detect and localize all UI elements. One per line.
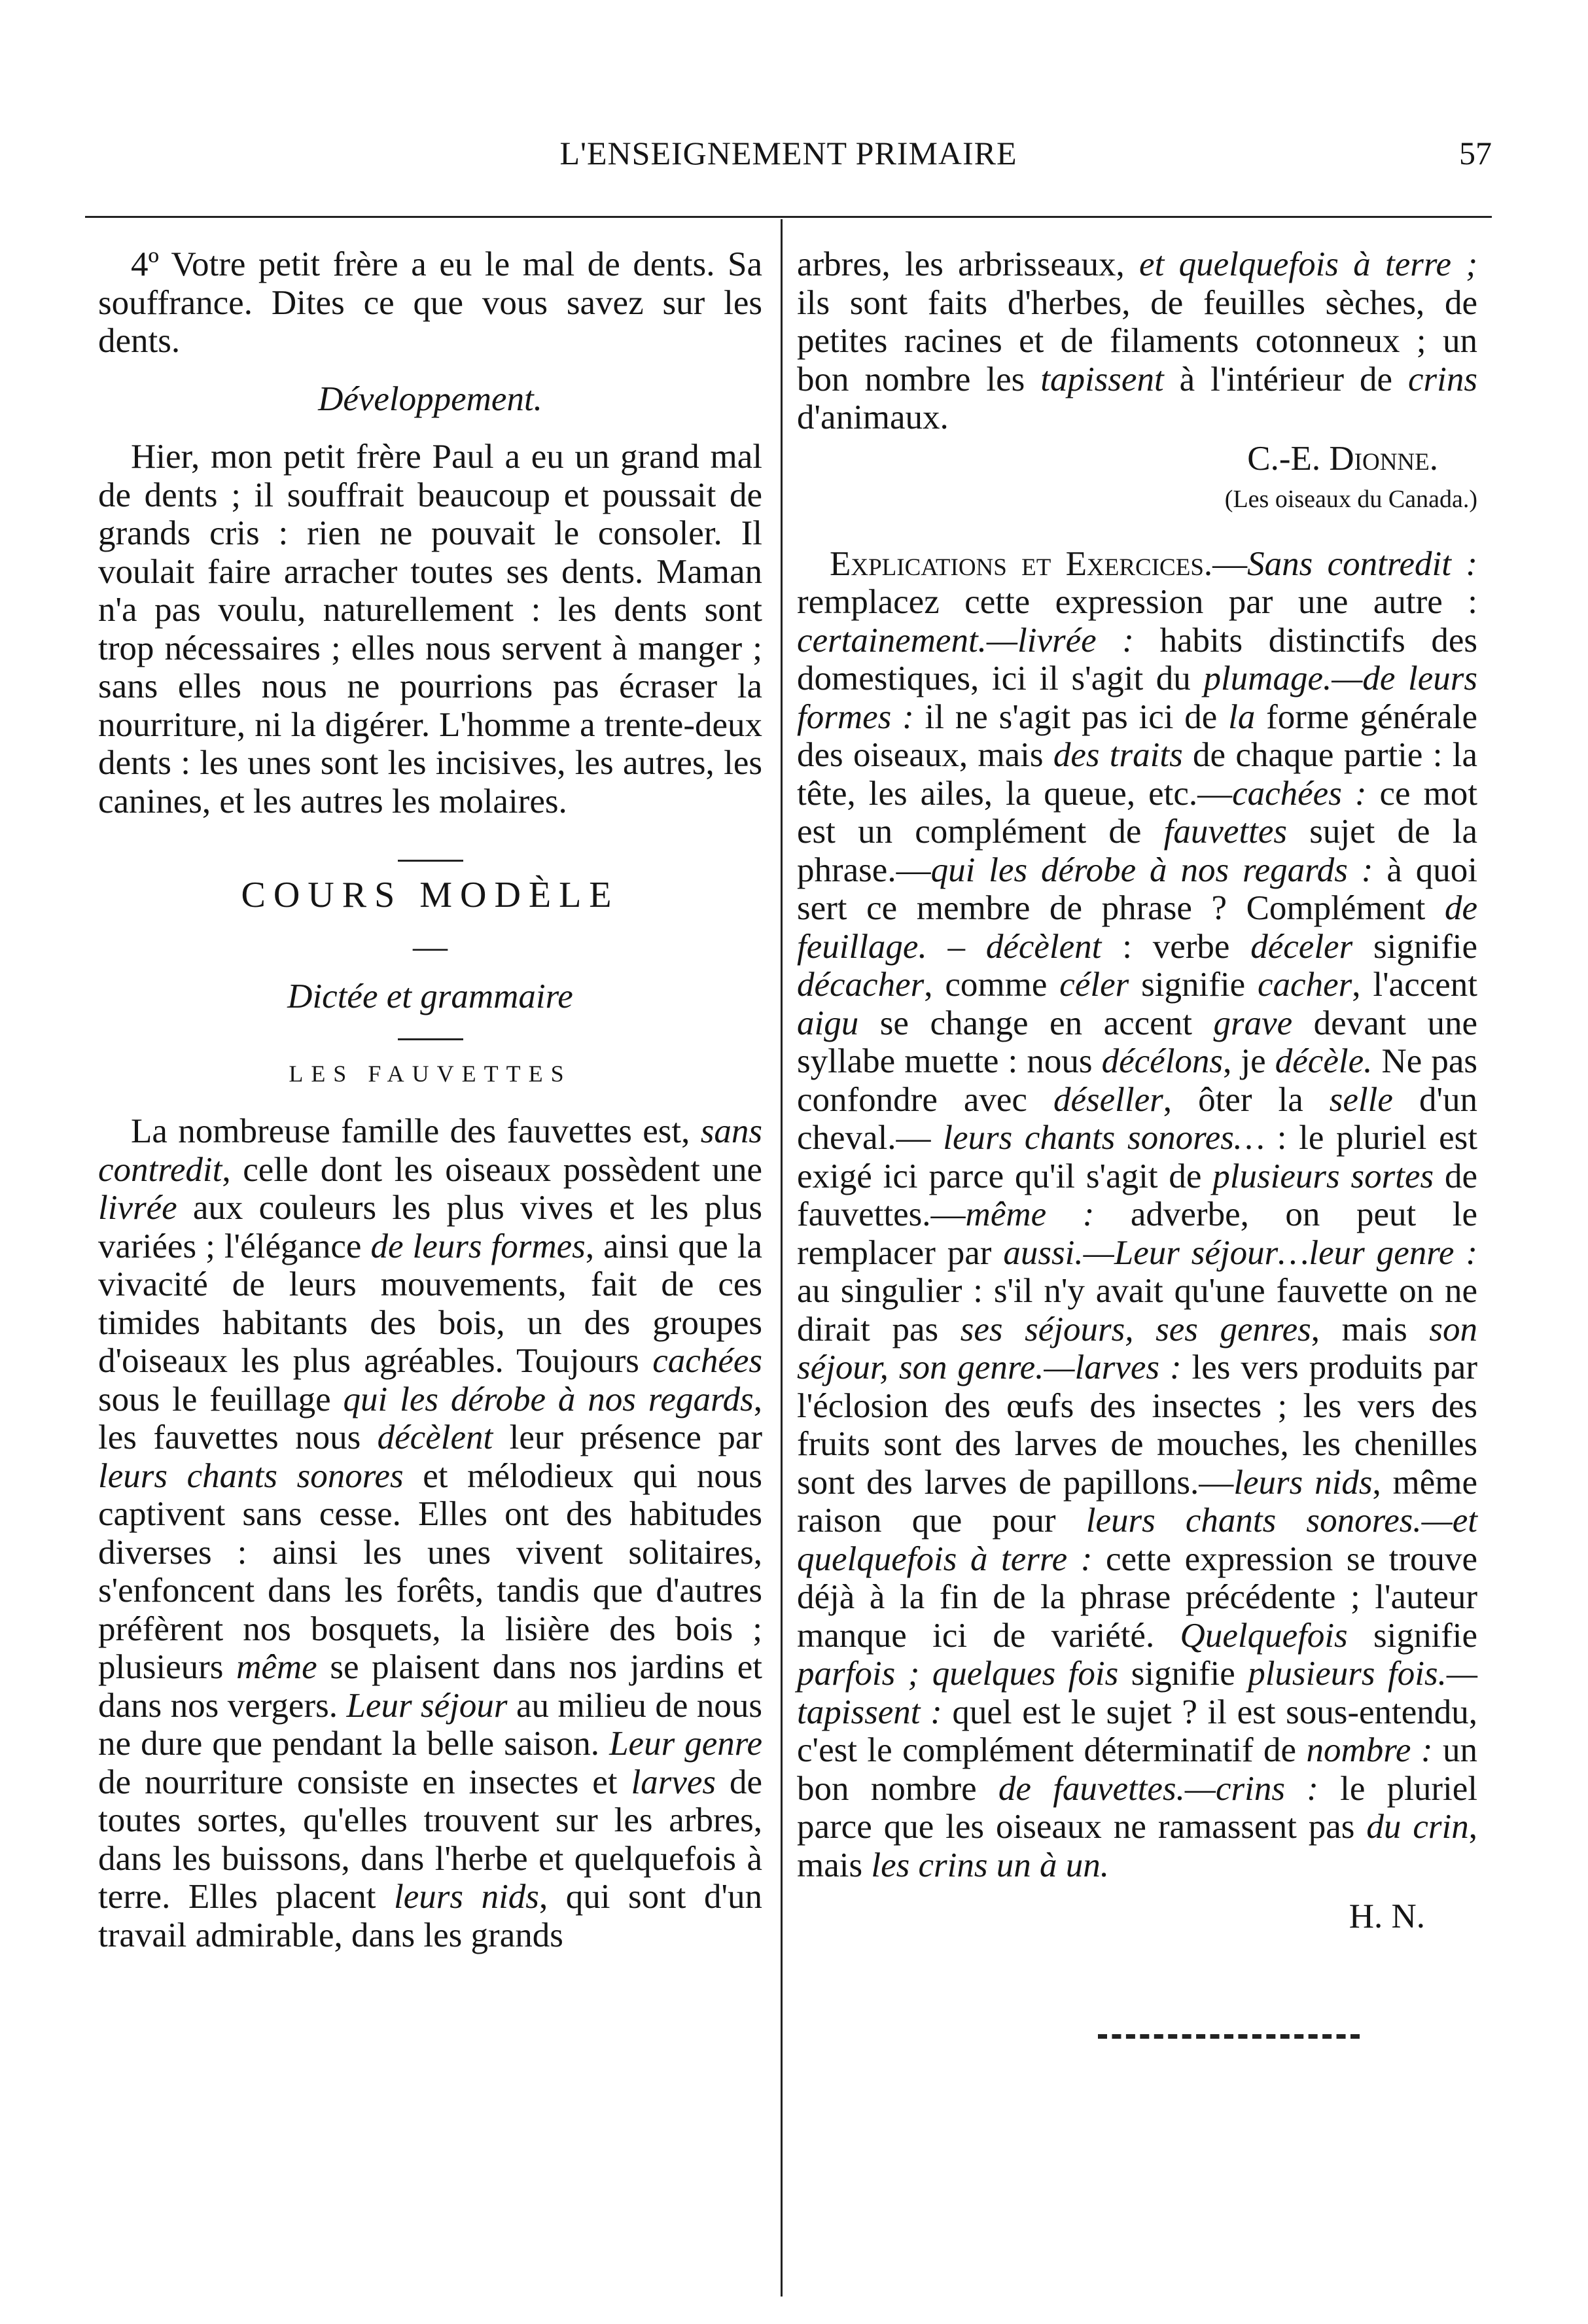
expl-italic: selle xyxy=(1329,1080,1393,1119)
column-divider xyxy=(781,219,783,2297)
expl-run: à quoi sert ce membre de phrase ? Complément xyxy=(797,851,1477,927)
expl-run: , même raison que pour xyxy=(797,1463,1477,1540)
fauvettes-title: LES FAUVETTES xyxy=(289,1060,572,1087)
expl-run: habits distinctifs des domestiques, ici il s'agit du xyxy=(797,621,1477,697)
expl-run: adverbe, on peut le remplacer par xyxy=(797,1195,1477,1272)
expl-italic: leurs nids xyxy=(1233,1463,1373,1502)
expl-italic: plusieurs fois.—tapissent : xyxy=(797,1655,1477,1731)
explanations-heading: Explications et Exercices. xyxy=(830,544,1213,583)
expl-run: , comme xyxy=(924,966,1060,1004)
dictation-source: (Les oiseaux du Canada.) xyxy=(1224,485,1477,513)
expl-italic: grave xyxy=(1213,1004,1293,1042)
dictation-italic: leurs chants sonores xyxy=(98,1456,404,1495)
continuation-italic: et quelquefois à terre ; xyxy=(1139,245,1477,283)
page-header xyxy=(85,134,1492,180)
dictation-continuation xyxy=(797,245,1477,437)
expl-italic: même : xyxy=(965,1195,1095,1233)
expl-italic: plusieurs sortes xyxy=(1212,1157,1434,1195)
expl-run: un bon nombre xyxy=(797,1731,1477,1808)
dictation-run: , les fauvettes nous xyxy=(98,1380,762,1456)
dictation-run: et mélodieux qui nous captivent sans cesse. Elles ont des habitudes diverses : ainsi les unes vivent solitaires, s'enfoncent dans les forêts, tandis que d'autres préfèrent nos bosquets, la lisière des bois ; plusieurs xyxy=(98,1456,763,1686)
expl-italic: aussi.—Leur séjour…leur genre : xyxy=(1003,1233,1477,1272)
continuation-run: ils sont faits d'herbes, de feuilles sèches, de petites racines et de filaments cotonneux ; un bon nombre les xyxy=(797,283,1477,398)
expl-run: de fauvettes.— xyxy=(797,1157,1478,1233)
expl-run: il ne s'agit pas ici de xyxy=(913,697,1229,736)
dictation-run: , ainsi que la vivacité de leurs mouvements, fait de ces timides habitants des bois, un des groupes d'oiseaux les plus agréables. Toujours xyxy=(98,1227,762,1380)
title-dash: — xyxy=(413,927,448,966)
page-number: 57 xyxy=(1459,135,1492,171)
expl-italic: Quelquefois xyxy=(1180,1616,1348,1655)
dictation-run: La nombreuse famille des fauvettes est, xyxy=(131,1112,701,1150)
dictation-italic: cachées xyxy=(652,1342,762,1380)
header-rule xyxy=(85,216,1492,218)
expl-run: , mais xyxy=(1311,1310,1430,1348)
dictation-italic: livrée xyxy=(98,1189,177,1227)
right-column xyxy=(797,245,1477,2039)
development-text: Hier, mon petit frère Paul a eu un grand mal de dents ; il souffrait beaucoup et poussait de grands cris : rien ne pouvait le consoler. Il voulait faire arracher toutes ses dents. Maman n'a pas voulu, naturellement : les dents sont trop nécessaires ; elles nous servent à manger ; sans elles nous ne pourrions pas écraser la nourriture, ni la digérer. L'homme a trente-deux dents : les unes sont les incisives, les autres, les canines, et les autres les molaires. xyxy=(98,438,762,820)
explanations-text xyxy=(797,545,1477,1885)
dictation-run: , qui sont d'un travail admirable, dans les grands xyxy=(98,1878,762,1954)
expl-italic: de fauvettes.—crins : xyxy=(998,1769,1318,1808)
expl-run: — xyxy=(1212,544,1248,583)
dictation-run: , celle dont les oiseaux possèdent une xyxy=(222,1150,762,1189)
expl-run: , l'accent xyxy=(1352,966,1477,1004)
development-heading xyxy=(98,380,762,419)
expl-run: quel est le sujet ? il est sous-entendu, c'est le complément déterminatif de xyxy=(797,1693,1477,1769)
section-rule-2 xyxy=(398,1038,463,1040)
dictation-italic: de leurs formes xyxy=(370,1227,586,1265)
expl-italic: Sans contredit : xyxy=(1247,544,1477,583)
expl-italic: cacher xyxy=(1258,966,1352,1004)
expl-run: signifie xyxy=(1347,1616,1477,1655)
dictation-run: aux couleurs les plus vives et les plus variées ; l'élégance xyxy=(98,1189,762,1265)
expl-run: : le pluriel est exigé ici parce qu'il s'agit de xyxy=(797,1119,1477,1195)
expl-run: signifie xyxy=(1129,966,1258,1004)
dictation-italic: décèlent xyxy=(377,1418,493,1456)
dictation-italic: Leur genre xyxy=(609,1725,762,1763)
running-title: L'ENSEIGNEMENT PRIMAIRE xyxy=(559,135,1017,171)
expl-run: Ne pas confondre avec xyxy=(797,1042,1478,1119)
expl-italic: déceler xyxy=(1250,927,1353,966)
left-column xyxy=(98,245,762,1954)
development-heading-text: Développement. xyxy=(318,379,542,418)
expl-run: le pluriel parce que les oiseaux ne ramassent pas xyxy=(797,1769,1477,1846)
expl-run: devant une syllabe muette : nous xyxy=(797,1004,1477,1080)
expl-run: sujet de la phrase.— xyxy=(797,813,1478,889)
continuation-italic: tapissent xyxy=(1040,360,1164,398)
expl-run: se change en accent xyxy=(858,1004,1214,1042)
expl-italic: ses séjours, ses genres xyxy=(960,1310,1311,1348)
dictation-run: leur présence par xyxy=(493,1418,762,1456)
expl-italic: leurs chants sonores.—et quelquefois à terre : xyxy=(797,1502,1477,1578)
dictee-title-text: Dictée et grammaire xyxy=(287,977,573,1015)
cours-modele-title: COURS MODÈLE xyxy=(241,875,620,915)
expl-italic: aigu xyxy=(797,1004,859,1042)
expl-italic: parfois ; quelques fois xyxy=(797,1655,1119,1693)
expl-run: de chaque partie : la tête, les ailes, la queue, etc.— xyxy=(797,736,1478,813)
expl-italic: décélons xyxy=(1101,1042,1224,1080)
dictation-italic: leurs nids xyxy=(394,1878,539,1916)
expl-run: remplacez cette expression par une autre : xyxy=(797,583,1477,621)
dictation-text xyxy=(98,1112,762,1954)
continuation-run: d'animaux. xyxy=(797,398,949,436)
continuation-run: arbres, les arbrisseaux, xyxy=(797,245,1140,283)
expl-italic: du crin xyxy=(1366,1808,1469,1846)
dictation-author: C.-E. Dionne. xyxy=(1247,439,1438,478)
expl-italic: déseller xyxy=(1053,1080,1163,1119)
expl-italic: son séjour, son genre.—larves : xyxy=(797,1310,1477,1386)
expl-run: signifie xyxy=(1352,927,1477,966)
dictee-title xyxy=(98,977,762,1016)
dictation-run: de toutes sortes, qu'elles trouvent sur les arbres, dans les buissons, dans l'herbe et quelquefois à terre. Elles placent xyxy=(98,1763,762,1916)
expl-italic: certainement.—livrée : xyxy=(797,621,1134,660)
expl-italic: de feuillage. xyxy=(797,889,1477,966)
end-ornament xyxy=(1098,2034,1360,2039)
expl-run: , mais xyxy=(797,1808,1477,1884)
expl-run: d'un cheval.— xyxy=(797,1080,1477,1157)
dictation-run: se plaisent dans nos jardins et dans nos vergers. xyxy=(98,1648,763,1725)
expl-run: , je xyxy=(1223,1042,1275,1080)
expl-run: au singulier : s'il n'y avait qu'une fauvette on ne dirait pas xyxy=(797,1272,1477,1348)
expl-run: , ôter la xyxy=(1163,1080,1330,1119)
dictation-run: au milieu de nous ne dure que pendant la belle saison. xyxy=(98,1686,762,1763)
expl-run: : verbe xyxy=(1101,927,1251,966)
expl-italic: fauvettes xyxy=(1163,813,1288,851)
expl-italic: cachées : xyxy=(1232,774,1367,813)
expl-italic: nombre : xyxy=(1306,1731,1433,1769)
expl-run: – xyxy=(926,927,986,966)
expl-italic: la xyxy=(1228,697,1256,736)
expl-italic: céler xyxy=(1059,966,1129,1004)
dictation-italic: même xyxy=(236,1648,317,1686)
expl-italic: décacher xyxy=(797,966,925,1004)
expl-run: cette expression se trouve déjà à la fin de la phrase précédente ; l'auteur manque ici de variété. xyxy=(797,1540,1477,1655)
expl-italic: les crins un à un. xyxy=(871,1846,1109,1884)
expl-italic: qui les dérobe à nos regards : xyxy=(930,851,1373,889)
expl-run: les vers produits par l'éclosion des œufs des insectes ; les vers des fruits sont des larves de mouches, les chenilles sont des larves de papillons.— xyxy=(797,1348,1477,1502)
dictation-italic: Leur séjour xyxy=(346,1686,508,1725)
expl-italic: des traits xyxy=(1053,736,1183,774)
expl-italic: décèlent xyxy=(985,927,1102,966)
continuation-run: à l'intérieur de xyxy=(1163,360,1408,398)
expl-run: forme générale des oiseaux, mais xyxy=(797,697,1477,774)
expl-run: signifie xyxy=(1118,1655,1248,1693)
signature: H. N. xyxy=(1349,1897,1425,1935)
dictation-run: sous le feuillage xyxy=(98,1380,344,1418)
composition-question: 4º Votre petit frère a eu le mal de dents. Sa souffrance. Dites ce que vous savez sur les dents. xyxy=(98,245,762,360)
continuation-italic: crins xyxy=(1407,360,1477,398)
expl-run: ce mot est un complément de xyxy=(797,774,1478,851)
expl-italic: plumage.—de leurs formes : xyxy=(797,660,1477,736)
expl-italic: leurs chants sonores… xyxy=(943,1119,1265,1157)
dictation-italic: larves xyxy=(631,1763,716,1801)
expl-italic: décèle. xyxy=(1275,1042,1373,1080)
section-rule xyxy=(398,860,463,862)
dictation-italic: sans contredit xyxy=(98,1112,762,1189)
dictation-run: de nourriture consiste en insectes et xyxy=(98,1763,631,1801)
dictation-italic: qui les dérobe à nos regards xyxy=(343,1380,754,1418)
